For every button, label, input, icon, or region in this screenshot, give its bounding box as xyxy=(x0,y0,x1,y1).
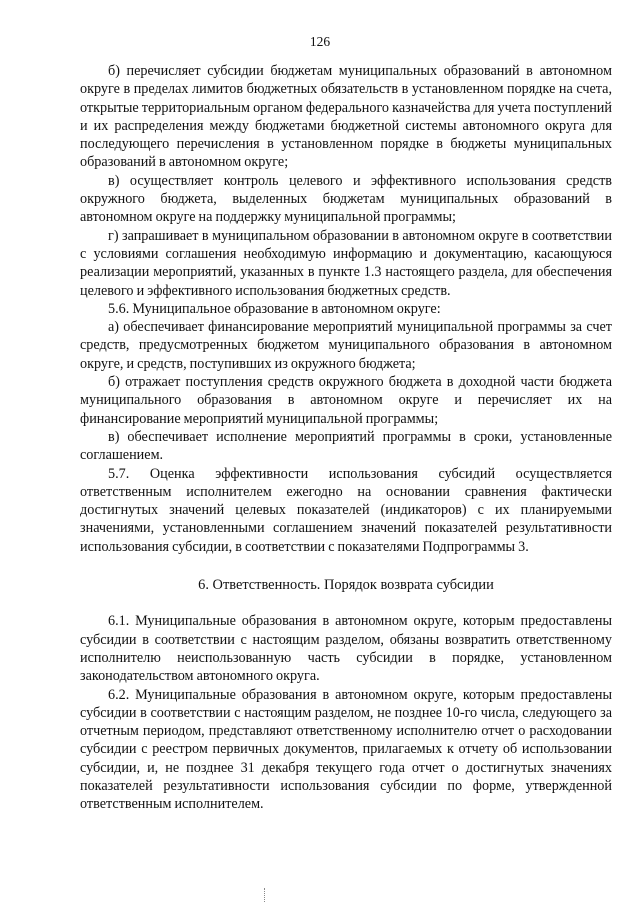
paragraph-5-5-g: г) запрашивает в муниципальном образовании в автономном округе в соответствии с условиями соглашения необходимую информацию и документацию, касающуюся реализации мероприятий, указанных в пункте 1.3 настоящего раздела, для обеспечения целевого и эффективного использования бюджетных средств. xyxy=(80,227,612,299)
section-6-heading: 6. Ответственность. Порядок возврата субсидии xyxy=(198,577,494,594)
paragraph-5-6-b: б) отражает поступления средств окружного бюджета в доходной части бюджета муниципального образования в автономном округе и перечисляет их на финансирование мероприятий муниципальной программы; xyxy=(80,374,612,427)
page-number: 126 xyxy=(309,34,331,49)
scan-mark xyxy=(264,888,266,902)
paragraph-6-2: 6.2. Муниципальные образования в автономном округе, которым предоставлены субсидии в соответствии с настоящим разделом, не позднее 10-го числа, следующего за отчетным периодом, представляют ответственному исполнителю отчет о расходовании субсидии с реестром первичных документов, прилагаемых к отчету об использовании субсидии, и, не позднее 31 декабря текущего года отчет о достигнутых значениях показателей результативности использования субсидии по форме, утвержденной ответственным исполнителем. xyxy=(80,686,612,813)
document-body xyxy=(80,62,612,814)
paragraph-5-6-v: в) обеспечивает исполнение мероприятий программы в сроки, установленные соглашением. xyxy=(80,428,612,464)
paragraph-5-5-v: в) осуществляет контроль целевого и эффективного использования средств окружного бюджета, выделенных бюджетам муниципальных образований в автономном округе на поддержку муниципальной программы; xyxy=(80,172,612,226)
paragraph-5-6: 5.6. Муниципальное образование в автономном округе: xyxy=(108,300,441,317)
paragraph-5-6-a: а) обеспечивает финансирование мероприятий муниципальной программы за счет средств, предусмотренных бюджетом муниципального образования в автономном округе, и средств, поступивших из окружного бюджета; xyxy=(80,319,612,372)
paragraph-5-7: 5.7. Оценка эффективности использования субсидий осуществляется ответственным исполнителем ежегодно на основании сравнения фактически достигнутых значений целевых показателей (индикаторов) с их планируемыми значениями, установленными соглашением значений показателей результативности использования субсидии, в соответствии с показателями Подпрограммы 3. xyxy=(80,465,612,555)
paragraph-6-1: 6.1. Муниципальные образования в автономном округе, которым предоставлены субсидии в соответствии с настоящим разделом, обязаны возвратить ответственному исполнителю неиспользованную часть субсидии в порядке, установленном законодательством автономного округа. xyxy=(80,613,612,685)
paragraph-5-5-b: б) перечисляет субсидии бюджетам муниципальных образований в автономном округе в пределах лимитов бюджетных обязательств в установленном порядке на счета, открытые территориальным органом федерального казначейства для учета поступлений и их распределения между бюджетами бюджетной системы автономного округа для последующего перечисления в установленном порядке в бюджеты муниципальных образований в автономном округе; xyxy=(80,63,612,171)
